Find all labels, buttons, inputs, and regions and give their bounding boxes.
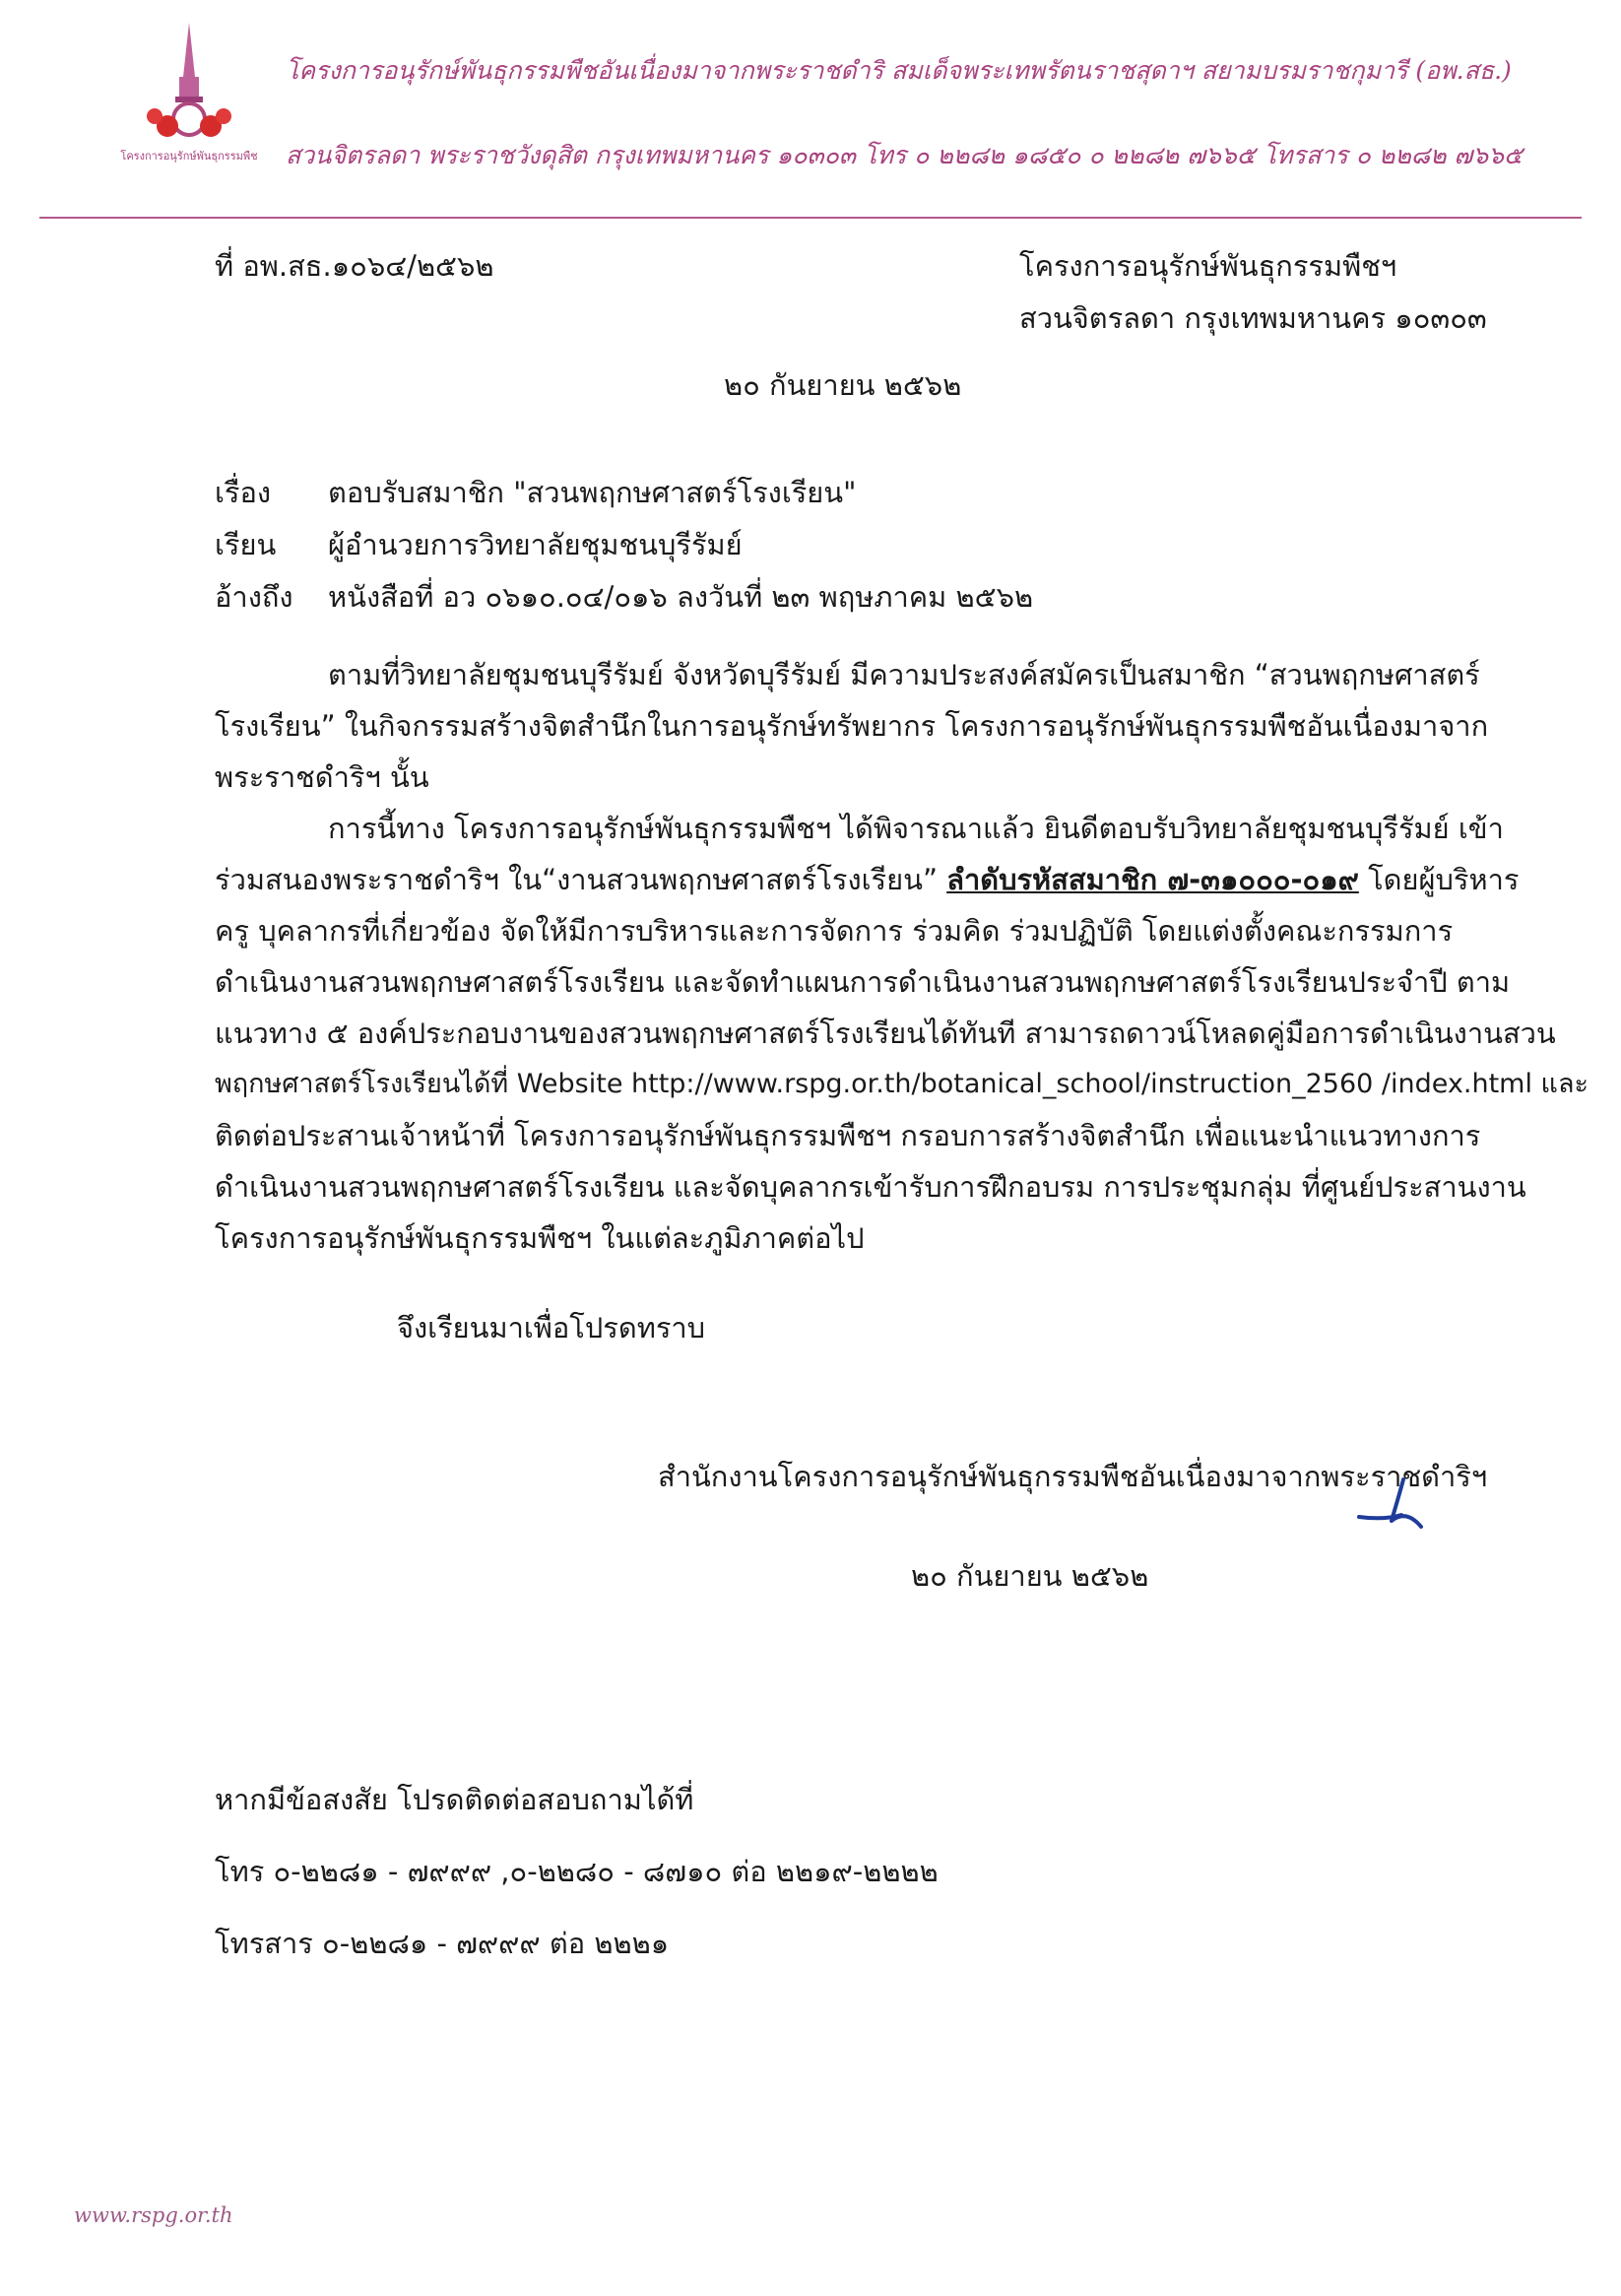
letterhead-line-1: โครงการอนุรักษ์พันธุกรรมพืชอันเนื่องมาจากพระราชดำริ สมเด็จพระเทพรัตนราชสุดาฯ สยามบรมราชกุมารี (อพ.สธ.) (286, 56, 1512, 85)
closing-phrase: จึงเรียนมาเพื่อโปรดทราบ (397, 1311, 706, 1345)
reference-label: อ้างถึง (215, 580, 293, 614)
body-p2-line-9: โครงการอนุรักษ์พันธุกรรมพืชฯ ในแต่ละภูมิภาคต่อไป (215, 1221, 865, 1255)
member-code: ลำดับรหัสสมาชิก ๗-๓๑๐๐๐-๐๑๙ (946, 863, 1359, 896)
body-p1-line-2: โรงเรียน” ในกิจกรรมสร้างจิตสำนึกในการอนุรักษ์ทรัพยากร โครงการอนุรักษ์พันธุกรรมพืชอันเนื่องมาจาก (215, 709, 1489, 743)
recipient-value: ผู้อำนวยการวิทยาลัยชุมชนบุรีรัมย์ (328, 528, 743, 561)
letterhead-divider (39, 217, 1582, 219)
reference-number: ที่ อพ.สธ.๑๐๖๔/๒๕๖๒ (215, 249, 494, 283)
signatory-org: สำนักงานโครงการอนุรักษ์พันธุกรรมพืชอันเนื่องมาจากพระราชดำริฯ (658, 1460, 1488, 1493)
body-p2-line-2-pre: ร่วมสนองพระราชดำริฯ ใน“งานสวนพฤกษศาสตร์โรงเรียน” (215, 863, 938, 896)
body-p2-line-7: ติดต่อประสานเจ้าหน้าที่ โครงการอนุรักษ์พันธุกรรมพืชฯ กรอบการสร้างจิตสำนึก เพื่อแนะนำแนวทางการ (215, 1119, 1481, 1152)
signature-date: ๒๐ กันยายน ๒๕๖๒ (911, 1559, 1149, 1593)
rspg-logo-icon (110, 18, 288, 165)
reference-value: หนังสือที่ อว ๐๖๑๐.๐๔/๐๑๖ ลงวันที่ ๒๓ พฤษภาคม ๒๕๖๒ (328, 580, 1034, 614)
body-p2-line-2-post: โดยผู้บริหาร (1368, 863, 1520, 896)
letter-date: ๒๐ กันยายน ๒๕๖๒ (724, 368, 962, 402)
signature-mark (1354, 1470, 1433, 1539)
body-p2-line-2 (215, 860, 1519, 899)
contact-phone: โทร ๐-๒๒๘๑ - ๗๙๙๙ ,๐-๒๒๘๐ - ๘๗๑๐ ต่อ ๒๒๑๙-๒๒๒๒ (215, 1855, 939, 1888)
sender-org-line-2: สวนจิตรลดา กรุงเทพมหานคร ๑๐๓๐๓ (1019, 301, 1487, 335)
body-p1-line-3: พระราชดำริฯ นั้น (215, 760, 429, 794)
subject-value: ตอบรับสมาชิก "สวนพฤกษศาสตร์โรงเรียน" (328, 476, 857, 509)
body-p1-line-1: ตามที่วิทยาลัยชุมชนบุรีรัมย์ จังหวัดบุรีรัมย์ มีความประสงค์สมัครเป็นสมาชิก “สวนพฤกษศาสตร์ (328, 658, 1480, 691)
sender-org-line-1: โครงการอนุรักษ์พันธุกรรมพืชฯ (1019, 249, 1397, 283)
contact-fax: โทรสาร ๐-๒๒๘๑ - ๗๙๙๙ ต่อ ๒๒๒๑ (215, 1927, 670, 1960)
recipient-label: เรียน (215, 528, 277, 561)
body-p2-line-8: ดำเนินงานสวนพฤกษศาสตร์โรงเรียน และจัดบุคลากรเข้ารับการฝึกอบรม การประชุมกลุ่ม ที่ศูนย์ประสานงาน (215, 1170, 1526, 1204)
body-p2-line-5: แนวทาง ๕ องค์ประกอบงานของสวนพฤกษศาสตร์โรงเรียนได้ทันที สามารถดาวน์โหลดคู่มือการดำเนินงานสวน (215, 1017, 1556, 1050)
body-p2-line-4: ดำเนินงานสวนพฤกษศาสตร์โรงเรียน และจัดทำแผนการดำเนินงานสวนพฤกษศาสตร์โรงเรียนประจำปี ตาม (215, 965, 1511, 999)
body-p2-line-3: ครู บุคลากรที่เกี่ยวข้อง จัดให้มีการบริหารและการจัดการ ร่วมคิด ร่วมปฏิบัติ โดยแต่งตั้งคณะกรรมการ (215, 914, 1454, 948)
letterhead-line-2: สวนจิตรลดา พระราชวังดุสิต กรุงเทพมหานคร ๑๐๓๐๓ โทร ๐ ๒๒๘๒ ๑๘๕๐ ๐ ๒๒๘๒ ๗๖๖๕ โทรสาร ๐ ๒๒๘๒ ๗๖๖๕ (286, 141, 1523, 169)
subject-label: เรื่อง (215, 476, 272, 509)
body-p2-line-6: พฤกษศาสตร์โรงเรียนได้ที่ Website http://www.rspg.or.th/botanical_school/instruction_2560 /index.html และ (215, 1069, 1589, 1099)
logo-caption: โครงการอนุรักษ์พันธุกรรมพืช (120, 150, 258, 163)
body-p2-line-1: การนี้ทาง โครงการอนุรักษ์พันธุกรรมพืชฯ ได้พิจารณาแล้ว ยินดีตอบรับวิทยาลัยชุมชนบุรีรัมย์ เข้า (328, 812, 1504, 845)
contact-intro: หากมีข้อสงสัย โปรดติดต่อสอบถามได้ที่ (215, 1783, 694, 1816)
footer-website: www.rspg.or.th (74, 2203, 233, 2227)
